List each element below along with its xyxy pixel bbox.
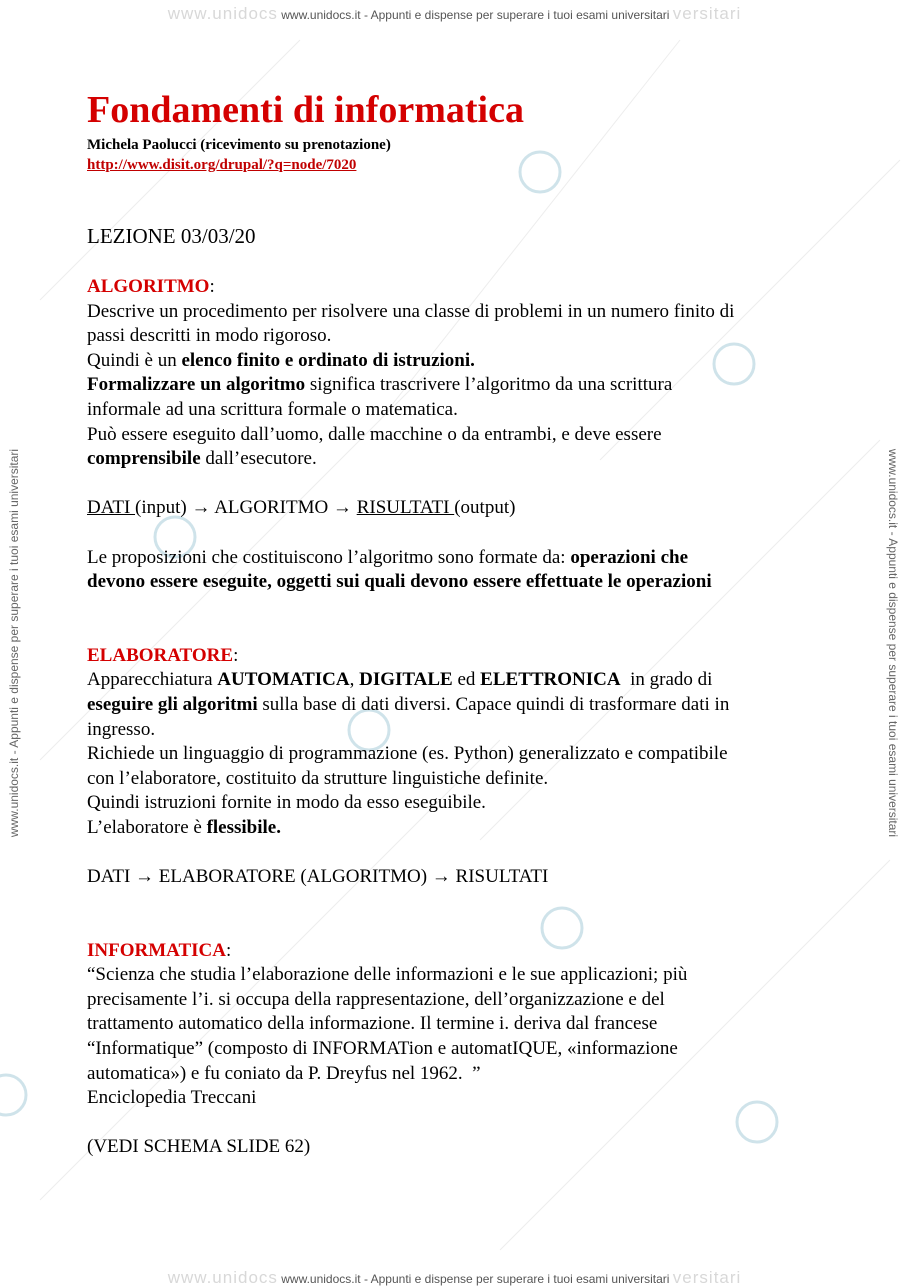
text-line: Richiede un linguaggio di programmazione (es. Python) generalizzato e compatibile xyxy=(87,743,728,765)
flow-middle: (input) → ALGORITMO → xyxy=(135,497,357,519)
text-line: Descrive un procedimento per risolvere una classe di problemi in un numero finito di xyxy=(87,300,735,322)
text-line: precisamente l’i. si occupa della rappresentazione, dell’organizzazione e del xyxy=(87,988,665,1010)
document-body xyxy=(87,88,827,1160)
text-line: Quindi istruzioni fornite in modo da esso eseguibile. xyxy=(87,792,486,814)
heading-colon: : xyxy=(233,644,239,666)
text-span: Le proposizioni che costituiscono l’algoritmo sono formate da: xyxy=(87,546,571,568)
algorithm-flow xyxy=(87,496,827,521)
text-span: Quindi è un xyxy=(87,349,182,371)
text-line xyxy=(87,447,827,472)
text-span: Apparecchiatura xyxy=(87,669,218,691)
heading-colon: : xyxy=(225,939,232,961)
text-span: L’elaboratore è xyxy=(87,816,207,838)
watermark-ghost-left: www.unidocs xyxy=(167,1268,278,1287)
text-line: Può essere eseguito dall’uomo, dalle macchine o da entrambi, e deve essere xyxy=(87,423,662,445)
text-line: “Informatique” (composto di INFORMATion e automatIQUE, «informazione xyxy=(87,1038,678,1060)
bold-text: ELETTRONICA xyxy=(480,669,621,691)
text-line xyxy=(87,816,827,841)
bold-text: devono essere eseguite, oggetti sui quali devono essere effettuate le operazioni xyxy=(87,571,712,593)
lesson-date: LEZIONE 03/03/20 xyxy=(87,224,256,248)
text-line xyxy=(87,693,827,718)
flow-output: (output) xyxy=(454,497,516,519)
section-elaboratore xyxy=(87,644,827,890)
page-title: Fondamenti di informatica xyxy=(87,89,524,131)
text-line xyxy=(87,373,827,398)
watermark-bottom-text: www.unidocs.it - Appunti e dispense per superare i tuoi esami universitari xyxy=(281,1272,670,1286)
text-span: in grado di xyxy=(620,669,713,691)
flow-risultati: RISULTATI xyxy=(356,497,455,519)
text-span: , xyxy=(349,669,360,691)
bold-text: elenco finito e ordinato di istruzioni. xyxy=(181,349,475,371)
text-line: trattamento automatico della informazione. Il termine i. deriva dal francese xyxy=(87,1013,658,1035)
text-line: informale ad una scrittura formale o matematica. xyxy=(87,398,458,420)
heading-elaboratore: ELABORATORE xyxy=(87,644,234,666)
watermark-left: www.unidocs.it - Appunti e dispense per superare i tuoi esami universitari xyxy=(7,448,21,838)
bold-text: eseguire gli algoritmi xyxy=(87,693,258,715)
bold-text: DIGITALE xyxy=(359,669,453,691)
bold-text: comprensibile xyxy=(87,448,201,470)
heading-colon: : xyxy=(209,276,215,297)
text-line: passi descritti in modo rigoroso. xyxy=(87,325,332,347)
bold-text: operazioni che xyxy=(570,546,689,568)
heading-algoritmo: ALGORITMO xyxy=(87,276,210,297)
text-line: Enciclopedia Treccani xyxy=(87,1087,257,1109)
text-line xyxy=(87,546,827,571)
watermark-right: www.unidocs.it - Appunti e dispense per superare i tuoi esami universitari xyxy=(886,448,900,838)
heading-informatica: INFORMATICA xyxy=(87,939,226,961)
elaboratore-flow: DATI → ELABORATORE (ALGORITMO) → RISULTATI xyxy=(87,866,549,888)
watermark-top-text: www.unidocs.it - Appunti e dispense per superare i tuoi esami universitari xyxy=(281,8,670,22)
bold-text: flessibile. xyxy=(206,816,281,838)
watermark-bottom xyxy=(0,1268,909,1288)
flow-dati: DATI xyxy=(87,497,136,519)
text-line: “Scienza che studia l’elaborazione delle informazioni e le sue applicazioni; più xyxy=(87,964,688,986)
text-line: automatica») e fu coniato da P. Dreyfus nel 1962. ” xyxy=(87,1062,481,1084)
watermark-ghost-right: versitari xyxy=(672,4,742,23)
text-span: dall’esecutore. xyxy=(200,448,317,470)
watermark-ghost-right: versitari xyxy=(672,1268,742,1287)
text-line: con l’elaboratore, costituito da strutture linguistiche definite. xyxy=(87,767,549,789)
course-link[interactable]: http://www.disit.org/drupal/?q=node/7020 xyxy=(87,157,357,173)
section-algoritmo xyxy=(87,275,827,595)
slide-reference: (VEDI SCHEMA SLIDE 62) xyxy=(87,1136,311,1158)
text-line xyxy=(87,349,827,374)
text-line: ingresso. xyxy=(87,718,156,740)
watermark-ghost-left: www.unidocs xyxy=(167,4,278,23)
author-line: Michela Paolucci (ricevimento su prenotazione) xyxy=(87,137,391,153)
text-span: sulla base di dati diversi. Capace quindi di trasformare dati in xyxy=(257,693,730,715)
text-line xyxy=(87,570,827,595)
section-informatica xyxy=(87,939,827,1160)
bold-text: Formalizzare un algoritmo xyxy=(87,374,306,396)
text-span: ed xyxy=(452,669,481,691)
bold-text: AUTOMATICA xyxy=(217,669,350,691)
text-line xyxy=(87,668,827,693)
watermark-top xyxy=(0,4,909,24)
text-span: significa trascrivere l’algoritmo da una scrittura xyxy=(305,374,673,396)
